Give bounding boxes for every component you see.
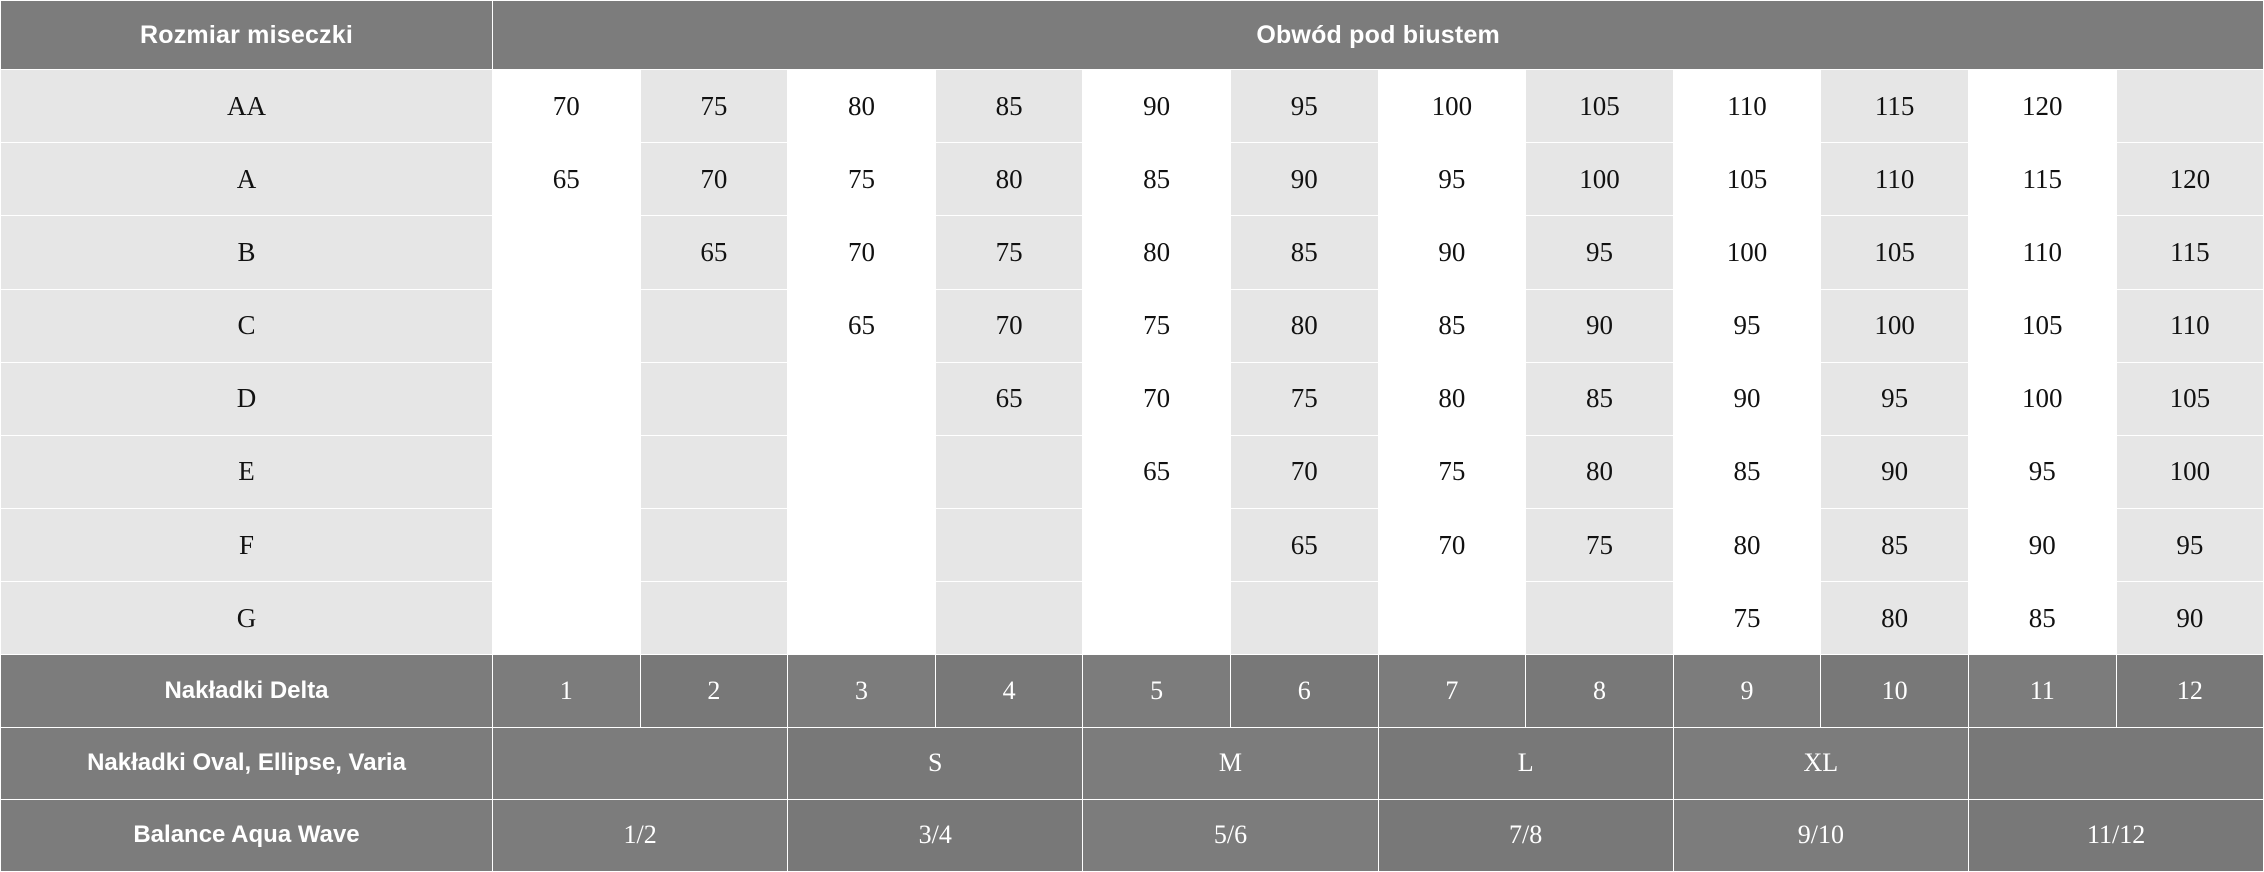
table-cell (640, 289, 788, 362)
table-cell: 95 (1673, 289, 1821, 362)
row-label-cup: E (1, 435, 493, 508)
table-cell: 65 (493, 143, 641, 216)
footer-cell (1968, 727, 2263, 799)
table-cell: 70 (788, 216, 936, 289)
table-cell: 80 (1378, 362, 1526, 435)
table-cell: 80 (1526, 435, 1674, 508)
table-body (1, 70, 2264, 872)
footer-cell: 1 (493, 655, 641, 727)
table-cell: 85 (1230, 216, 1378, 289)
table-cell: 65 (935, 362, 1083, 435)
table-cell: 90 (1968, 509, 2116, 582)
table-cell: 100 (2116, 435, 2264, 508)
table-cell: 95 (1378, 143, 1526, 216)
table-cell: 80 (1673, 509, 1821, 582)
footer-cell: 11/12 (1968, 799, 2263, 871)
table-cell: 95 (1821, 362, 1969, 435)
row-label-cup: A (1, 143, 493, 216)
table-cell: 85 (1378, 289, 1526, 362)
footer-row-balance (1, 799, 2264, 871)
footer-cell: 6 (1230, 655, 1378, 727)
table-cell: 80 (1821, 582, 1969, 655)
table-cell: 90 (1673, 362, 1821, 435)
table-cell: 65 (1230, 509, 1378, 582)
table-cell: 95 (1230, 70, 1378, 143)
table-cell: 90 (1230, 143, 1378, 216)
table-cell: 110 (2116, 289, 2264, 362)
footer-cell: 5 (1083, 655, 1231, 727)
footer-cell: 5/6 (1083, 799, 1378, 871)
table-cell: 120 (2116, 143, 2264, 216)
table-cell: 95 (1968, 435, 2116, 508)
footer-cell: 9 (1673, 655, 1821, 727)
header-row (1, 1, 2264, 70)
table-cell (1083, 582, 1231, 655)
footer-label-oval: Nakładki Oval, Ellipse, Varia (1, 727, 493, 799)
footer-cell: S (788, 727, 1083, 799)
table-cell: 115 (1821, 70, 1969, 143)
footer-label-balance: Balance Aqua Wave (1, 799, 493, 871)
table-cell: 100 (1378, 70, 1526, 143)
table-row (1, 216, 2264, 289)
table-cell: 75 (1526, 509, 1674, 582)
footer-cell: 4 (935, 655, 1083, 727)
table-cell (788, 582, 936, 655)
footer-cell: 7 (1378, 655, 1526, 727)
table-cell: 105 (1968, 289, 2116, 362)
table-cell: 85 (1673, 435, 1821, 508)
row-label-cup: B (1, 216, 493, 289)
table-cell (493, 289, 641, 362)
table-cell: 75 (1673, 582, 1821, 655)
table-cell: 90 (1821, 435, 1969, 508)
footer-cell: 12 (2116, 655, 2264, 727)
table-cell (640, 435, 788, 508)
table-cell (640, 362, 788, 435)
header-cup-size: Rozmiar miseczki (1, 1, 493, 70)
table-cell: 110 (1821, 143, 1969, 216)
footer-label-delta: Nakładki Delta (1, 655, 493, 727)
table-cell: 70 (640, 143, 788, 216)
table-cell: 100 (1673, 216, 1821, 289)
table-cell: 75 (640, 70, 788, 143)
table-cell: 100 (1526, 143, 1674, 216)
table-cell (640, 509, 788, 582)
table-row (1, 289, 2264, 362)
table-cell: 90 (1083, 70, 1231, 143)
table-cell: 85 (1083, 143, 1231, 216)
table-cell: 70 (935, 289, 1083, 362)
table-cell: 85 (1821, 509, 1969, 582)
table-cell: 95 (2116, 509, 2264, 582)
table-cell: 75 (1378, 435, 1526, 508)
table-cell (493, 216, 641, 289)
footer-cell: 7/8 (1378, 799, 1673, 871)
footer-cell: 9/10 (1673, 799, 1968, 871)
table-cell: 105 (1821, 216, 1969, 289)
table-cell (1378, 582, 1526, 655)
footer-cell: 1/2 (493, 799, 788, 871)
footer-cell: L (1378, 727, 1673, 799)
table-cell: 115 (2116, 216, 2264, 289)
table-cell: 75 (788, 143, 936, 216)
table-cell: 85 (1968, 582, 2116, 655)
table-cell: 85 (935, 70, 1083, 143)
table-cell: 70 (493, 70, 641, 143)
footer-cell (493, 727, 788, 799)
table-cell: 85 (1526, 362, 1674, 435)
table-cell: 75 (1083, 289, 1231, 362)
table-cell: 70 (1083, 362, 1231, 435)
row-label-cup: D (1, 362, 493, 435)
table-cell: 70 (1230, 435, 1378, 508)
table-cell: 110 (1968, 216, 2116, 289)
table-cell: 90 (1378, 216, 1526, 289)
footer-cell: XL (1673, 727, 1968, 799)
table-cell: 65 (640, 216, 788, 289)
table-cell: 90 (1526, 289, 1674, 362)
footer-cell: 10 (1821, 655, 1969, 727)
table-cell: 100 (1821, 289, 1969, 362)
table-row (1, 143, 2264, 216)
table-cell (788, 509, 936, 582)
table-cell (1230, 582, 1378, 655)
row-label-cup: C (1, 289, 493, 362)
table-row (1, 362, 2264, 435)
footer-cell: 11 (1968, 655, 2116, 727)
table-cell (493, 509, 641, 582)
table-row (1, 435, 2264, 508)
table-cell: 115 (1968, 143, 2116, 216)
table-cell (493, 362, 641, 435)
table-cell: 80 (1230, 289, 1378, 362)
table-cell (640, 582, 788, 655)
footer-row-oval (1, 727, 2264, 799)
footer-cell: 8 (1526, 655, 1674, 727)
table-cell (935, 435, 1083, 508)
footer-cell: 3/4 (788, 799, 1083, 871)
footer-cell: 2 (640, 655, 788, 727)
table-cell: 120 (1968, 70, 2116, 143)
table-cell: 75 (1230, 362, 1378, 435)
footer-cell: 3 (788, 655, 936, 727)
table-row (1, 509, 2264, 582)
table-row (1, 70, 2264, 143)
table-cell: 90 (2116, 582, 2264, 655)
header-underbust: Obwód pod biustem (493, 1, 2264, 70)
table-cell (788, 362, 936, 435)
table-cell: 80 (788, 70, 936, 143)
table-cell (2116, 70, 2264, 143)
footer-cell: M (1083, 727, 1378, 799)
table-cell: 105 (1526, 70, 1674, 143)
row-label-cup: AA (1, 70, 493, 143)
table-header (1, 1, 2264, 70)
table-cell: 80 (935, 143, 1083, 216)
table-cell (493, 582, 641, 655)
footer-row-delta (1, 655, 2264, 727)
table-cell: 70 (1378, 509, 1526, 582)
table-cell (788, 435, 936, 508)
table-cell: 110 (1673, 70, 1821, 143)
table-cell (493, 435, 641, 508)
row-label-cup: G (1, 582, 493, 655)
table-cell (935, 509, 1083, 582)
table-row (1, 582, 2264, 655)
table-cell (1083, 509, 1231, 582)
table-cell: 80 (1083, 216, 1231, 289)
row-label-cup: F (1, 509, 493, 582)
table-cell: 65 (788, 289, 936, 362)
table-cell (935, 582, 1083, 655)
table-cell: 65 (1083, 435, 1231, 508)
table-cell: 95 (1526, 216, 1674, 289)
table-cell: 75 (935, 216, 1083, 289)
table-cell: 105 (1673, 143, 1821, 216)
table-cell: 105 (2116, 362, 2264, 435)
table-cell (1526, 582, 1674, 655)
table-cell: 100 (1968, 362, 2116, 435)
